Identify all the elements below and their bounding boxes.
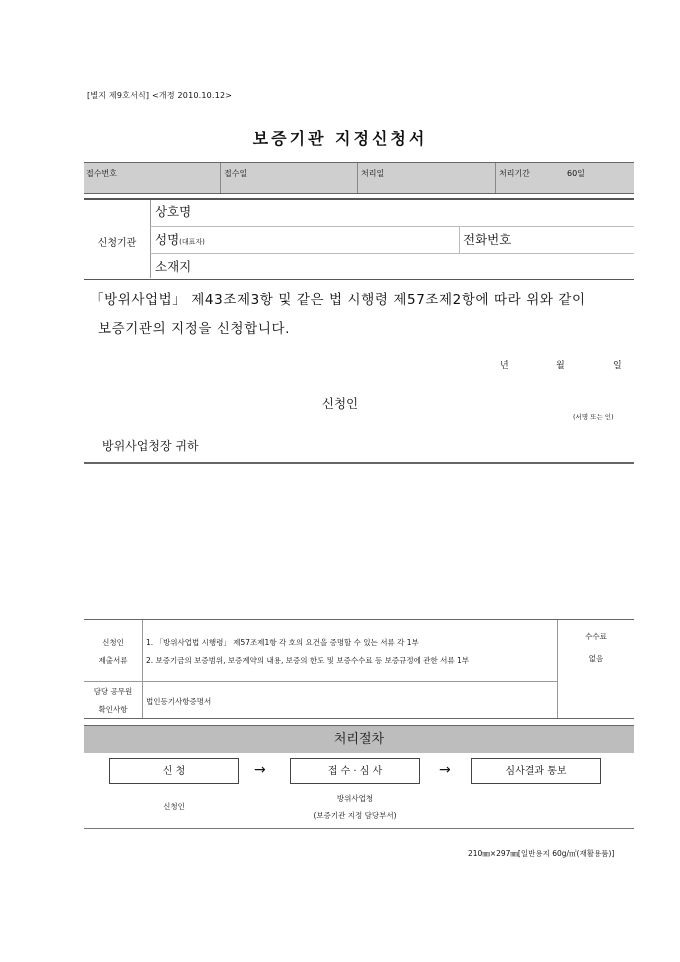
step2-actor-detail: (보증기관 지정 담당부서) (313, 811, 397, 820)
process-date-label: 처리일 (361, 169, 385, 178)
signature-note: (서명 또는 인) (573, 413, 614, 421)
name-note: (대표자) (179, 238, 205, 246)
receipt-divider (220, 163, 221, 193)
verify-label-1: 담당 공무원 (93, 687, 133, 696)
process-period-value: 60일 (567, 169, 585, 178)
applicant-label: 신청인 (321, 396, 359, 411)
document-item: 2. 보증기금의 보증범위, 보증계약의 내용, 보증의 한도 및 보증수수료 등 보증규정에 관한 서류 1부 (146, 656, 469, 665)
table-divider (142, 620, 143, 718)
document-title: 보증기관 지정신청서 (252, 129, 428, 148)
name-label: 성명 (155, 232, 180, 247)
date-day: 일 (613, 361, 622, 371)
form-reference: [별지 제9호서식] <개정 2010.10.12> (87, 91, 233, 100)
statement-line-1: 「방위사업법」 제43조제3항 및 같은 법 시행령 제57조제2항에 따라 위와 같이 (90, 292, 586, 308)
receipt-divider (357, 163, 358, 193)
date-month: 월 (556, 361, 565, 371)
application-statement (90, 286, 635, 344)
procedure-step-notify: 심사결과 통보 (471, 758, 601, 784)
addressee: 방위사업청장 귀하 (102, 439, 199, 453)
phone-divider (459, 227, 460, 254)
step2-actor: 방위사업청 (336, 794, 374, 803)
procedure-step-apply: 신 청 (109, 758, 239, 784)
documents-table (84, 619, 634, 719)
applicant-org-label: 신청기관 (97, 238, 137, 249)
section-end-rule (84, 462, 634, 464)
receipt-bar (84, 162, 634, 194)
verify-label-2: 확인사항 (98, 705, 128, 714)
applicant-block-top-rule (84, 198, 634, 200)
trade-name-field: 상호명 (155, 204, 192, 219)
fee-value: 없음 (588, 654, 604, 663)
procedure-step-review: 접 수 · 심 사 (290, 758, 420, 784)
table-divider (84, 681, 557, 682)
step1-actor: 신청인 (163, 802, 185, 811)
applicant-block-divider (150, 200, 151, 278)
procedure-end-rule (84, 828, 634, 829)
date-year: 년 (500, 361, 509, 371)
receipt-divider (495, 163, 496, 193)
phone-field: 전화번호 (463, 232, 512, 247)
address-field: 소재지 (155, 259, 192, 274)
document-item: 1. 「방위사업법 시행령」 제57조제1항 각 호의 요건을 증명할 수 있는 서류 각 1부 (146, 638, 419, 647)
applicant-block-bottom-rule (84, 279, 634, 280)
paper-specification: 210㎜×297㎜[일반용지 60g/㎡(재활용품)] (468, 849, 615, 858)
fee-label: 수수료 (585, 632, 607, 641)
field-separator (150, 253, 634, 254)
submit-docs-label-1: 신청인 (102, 638, 124, 647)
verify-item: 법인등기사항증명서 (146, 697, 212, 706)
representative-name-field (155, 230, 205, 248)
process-period-label: 처리기간 (499, 169, 530, 178)
statement-line-2: 보증기관의 지정을 신청합니다. (98, 321, 291, 337)
field-separator (150, 226, 634, 227)
receipt-date-label: 접수일 (224, 169, 248, 178)
arrow-icon: → (254, 762, 266, 778)
submit-docs-label-2: 제출서류 (98, 656, 128, 665)
arrow-icon: → (439, 762, 451, 778)
receipt-number-label: 접수번호 (86, 169, 117, 178)
procedure-title: 처리절차 (84, 725, 634, 753)
